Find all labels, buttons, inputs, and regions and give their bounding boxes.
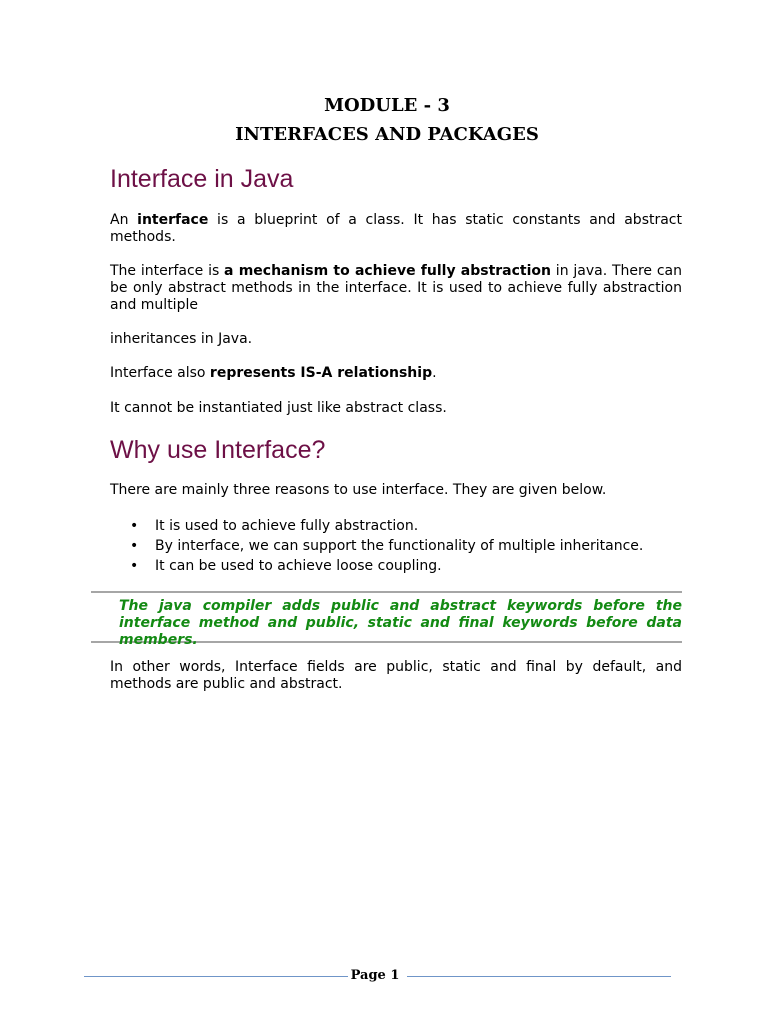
text-run: The interface is <box>110 263 225 279</box>
section-heading-why-use-interface: Why use Interface? <box>110 436 326 464</box>
text-run: . <box>432 365 437 381</box>
list-item-text: It can be used to achieve loose coupling. <box>155 558 442 574</box>
list-item <box>110 516 670 536</box>
list-item <box>110 536 670 556</box>
footer-rule-right <box>407 976 671 977</box>
module-title: MODULE - 3 <box>324 95 450 116</box>
paragraph-definition <box>110 212 682 246</box>
bold-term: a mechanism to achieve fully abstraction <box>224 263 552 279</box>
bullet-icon: • <box>130 538 139 554</box>
section-heading-interface-in-java: Interface in Java <box>110 165 294 193</box>
bold-term: interface <box>137 212 209 228</box>
paragraph-inheritances: inheritances in Java. <box>110 331 253 347</box>
footer-rule-left <box>84 976 348 977</box>
paragraph-reasons-intro: There are mainly three reasons to use interface. They are given below. <box>110 482 607 498</box>
bullet-icon: • <box>130 518 139 534</box>
text-run: An <box>110 212 138 228</box>
list-item-text: It is used to achieve fully abstraction. <box>155 518 419 534</box>
bold-term: represents IS-A relationship <box>209 365 433 381</box>
list-item-text: By interface, we can support the functionality of multiple inheritance. <box>155 538 644 554</box>
paragraph-is-a <box>110 365 682 382</box>
paragraph-closing: In other words, Interface fields are public, static and final by default, and methods are public and abstract. <box>110 659 682 692</box>
note-text: The java compiler adds public and abstract keywords before the interface method and public, static and final keywords before data members. <box>119 598 682 648</box>
list-item <box>110 556 670 576</box>
paragraph-instantiation: It cannot be instantiated just like abstract class. <box>110 400 447 416</box>
bullet-icon: • <box>130 558 139 574</box>
paragraph-mechanism <box>110 263 682 314</box>
text-run: in java. There can be only abstract methods in the interface. It is used to achieve fully abstraction and multiple <box>110 263 682 313</box>
text-run: is a blueprint of a class. It has static constants and abstract methods. <box>110 212 682 245</box>
page-number: Page 1 <box>350 968 400 983</box>
subject-title: INTERFACES AND PACKAGES <box>235 124 539 145</box>
text-run: Interface also <box>110 365 210 381</box>
reasons-list <box>110 516 670 576</box>
